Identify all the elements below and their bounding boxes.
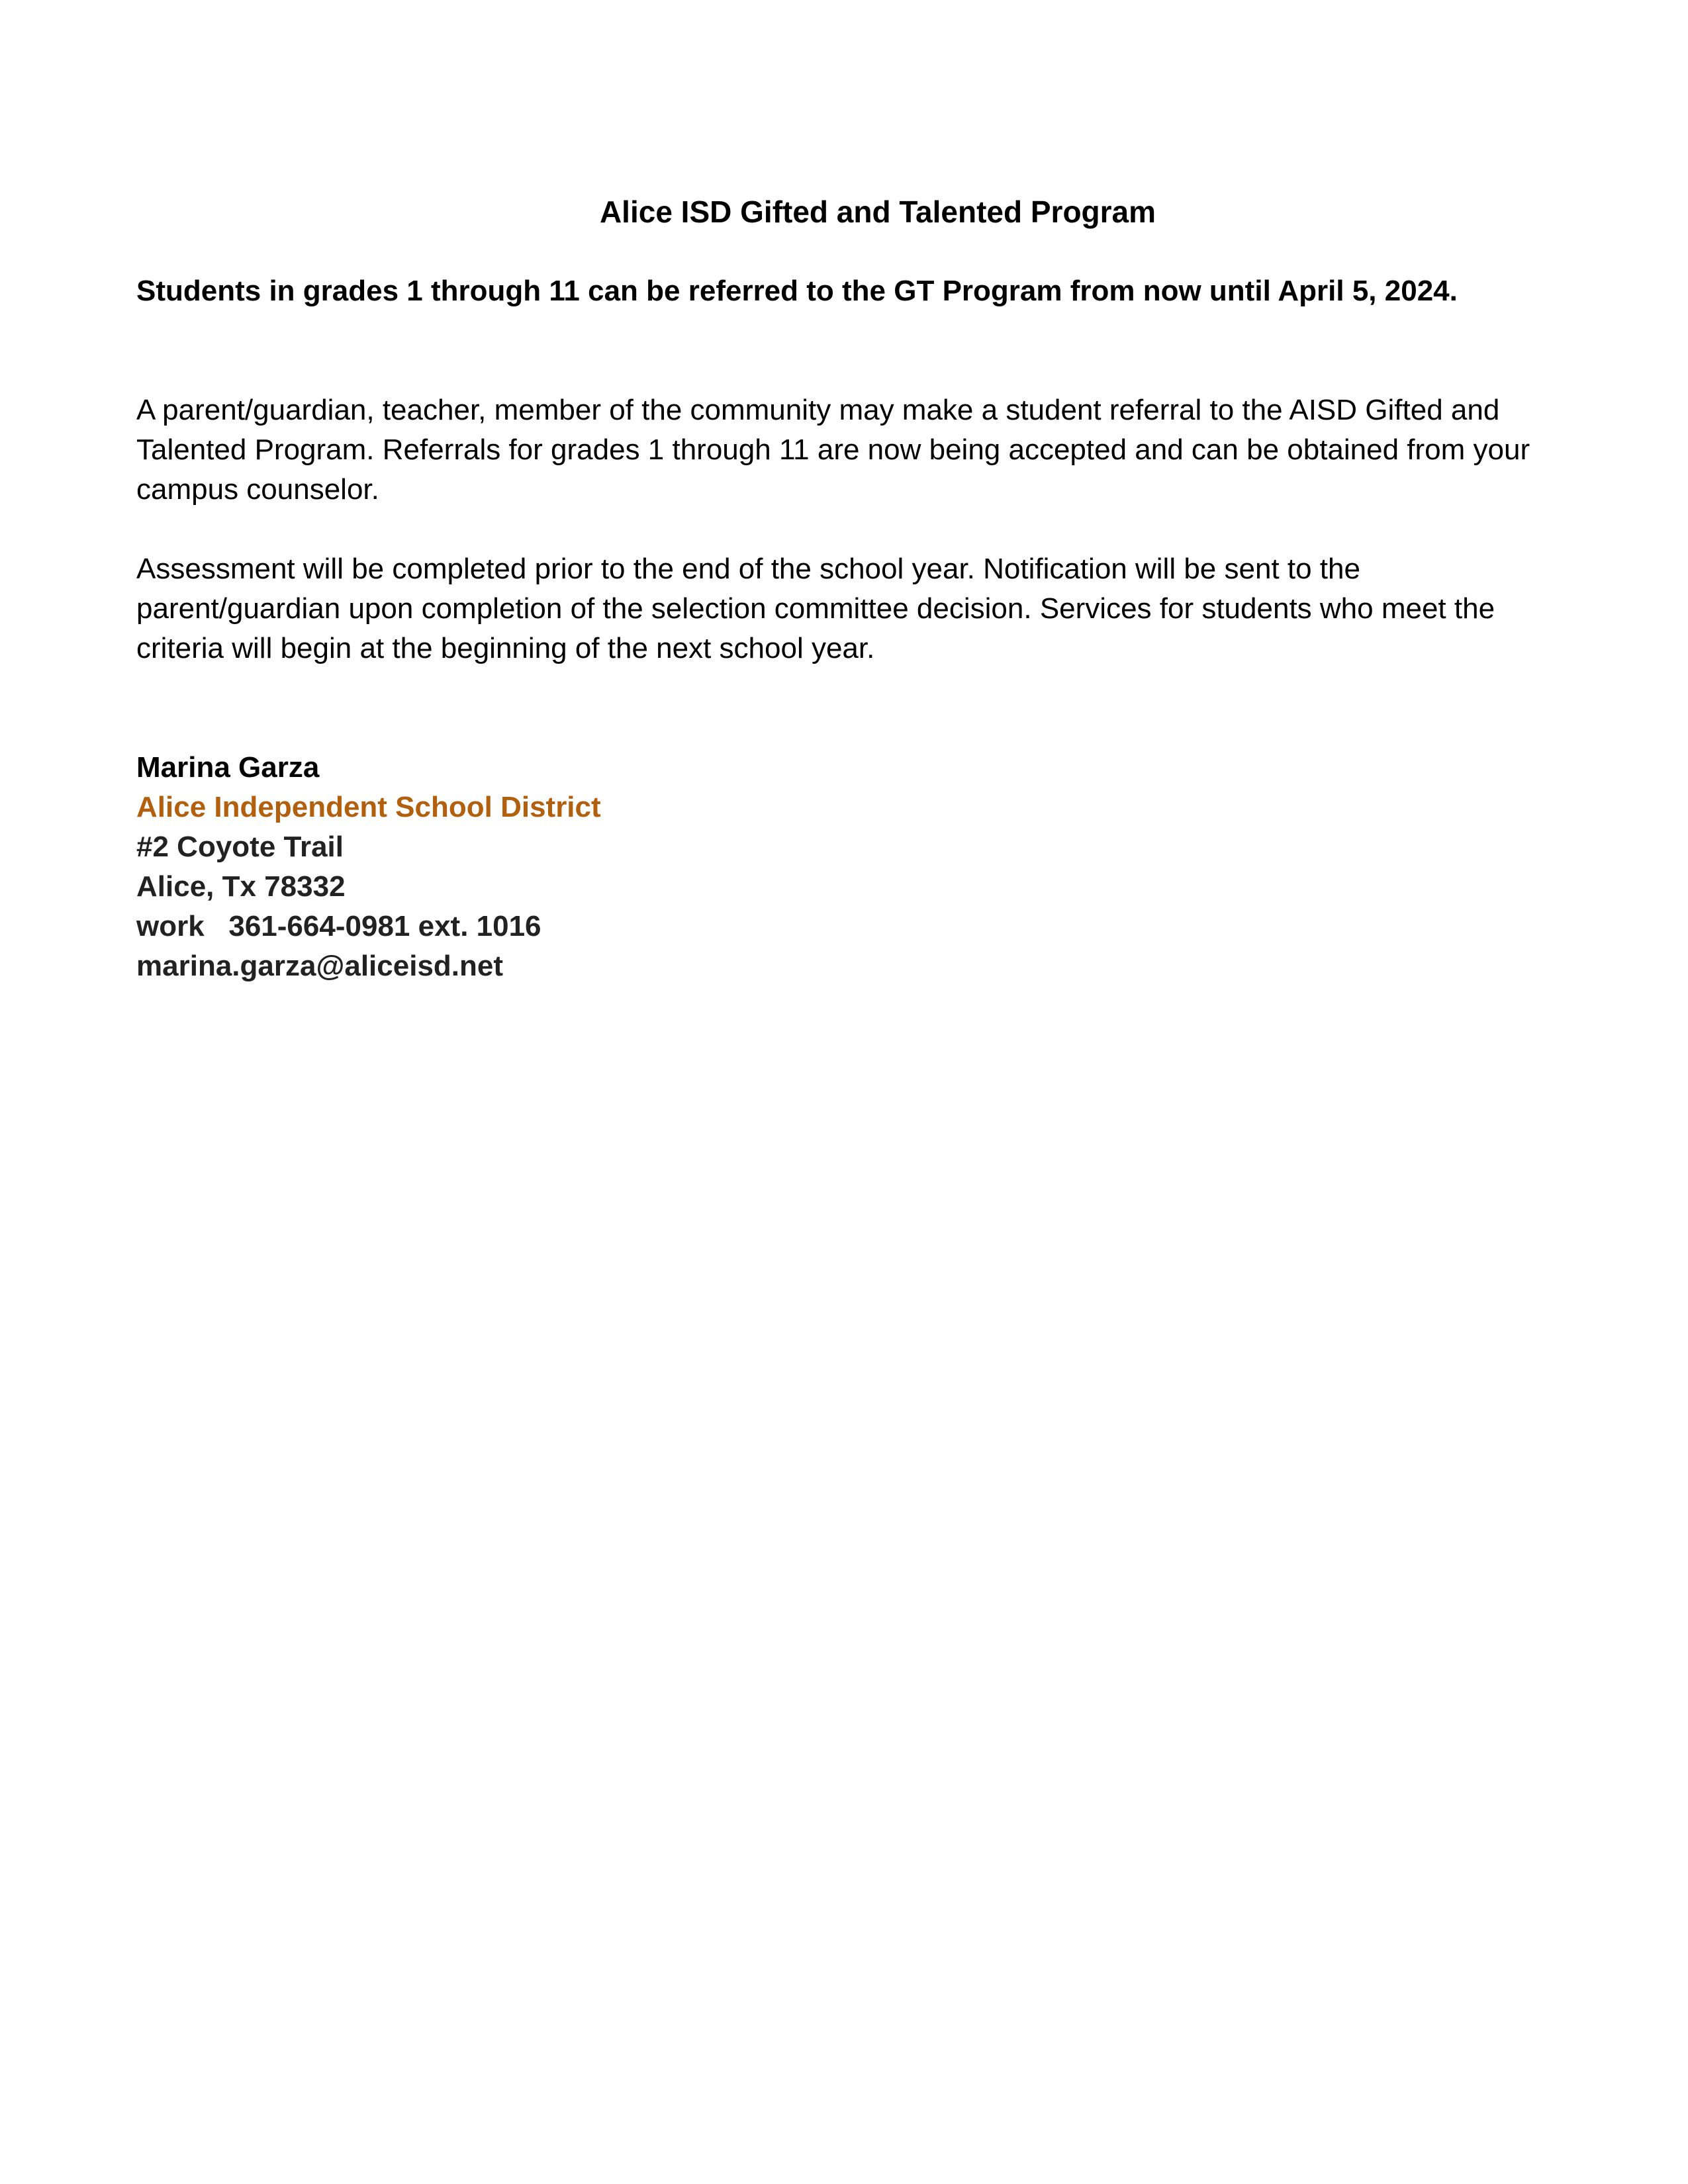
- signature-phone: work 361-664-0981 ext. 1016: [136, 910, 541, 942]
- document-content: [136, 192, 1560, 986]
- signature-address-line2: Alice, Tx 78332: [136, 870, 346, 903]
- signature-email[interactable]: marina.garza@aliceisd.net: [136, 950, 504, 982]
- document-title: Alice ISD Gifted and Talented Program: [599, 195, 1156, 229]
- referral-paragraph: A parent/guardian, teacher, member of the community may make a student referral to the AISD Gifted and Talented Program. Referrals for grades 1 through 11 are now being accepted and can be obtained from your campus counselor.: [136, 394, 1530, 506]
- assessment-paragraph: Assessment will be completed prior to the end of the school year. Notification will be sent to the parent/guardian upon completion of the selection committee decision. Services for students who meet the criteria will begin at the beginning of the next school year.: [136, 553, 1495, 664]
- signature-name: Marina Garza: [136, 751, 320, 784]
- document-subtitle: Students in grades 1 through 11 can be referred to the GT Program from now until April 5, 2024.: [136, 275, 1458, 307]
- signature-block: [136, 748, 1560, 986]
- signature-organization: Alice Independent School District: [136, 791, 601, 823]
- signature-address-line1: #2 Coyote Trail: [136, 831, 344, 863]
